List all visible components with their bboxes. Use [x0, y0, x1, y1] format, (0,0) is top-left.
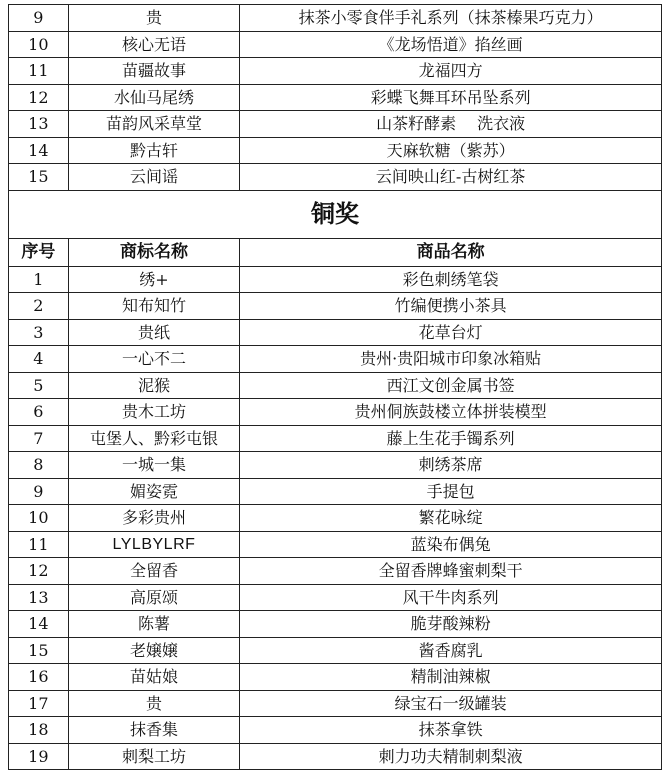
brand-name: 苗疆故事 — [68, 58, 240, 85]
row-number: 12 — [9, 558, 69, 585]
row-number: 15 — [9, 164, 69, 191]
brand-name: 苗姑娘 — [68, 664, 240, 691]
table-row — [9, 5, 662, 32]
table-row — [9, 293, 662, 320]
product-name: 竹编便携小茶具 — [240, 293, 662, 320]
product-name: 藤上生花手镯系列 — [240, 425, 662, 452]
product-name: 刺力功夫精制刺梨液 — [240, 743, 662, 770]
brand-name: 泥猴 — [68, 372, 240, 399]
product-name: 贵州侗族鼓楼立体拼装模型 — [240, 399, 662, 426]
brand-name: 贵 — [68, 690, 240, 717]
product-name: 手提包 — [240, 478, 662, 505]
product-name: 风干牛肉系列 — [240, 584, 662, 611]
table-row — [9, 531, 662, 558]
row-number: 9 — [9, 478, 69, 505]
product-name: 全留香牌蜂蜜刺梨干 — [240, 558, 662, 585]
row-number: 18 — [9, 717, 69, 744]
row-number: 17 — [9, 690, 69, 717]
row-number: 2 — [9, 293, 69, 320]
table-row — [9, 690, 662, 717]
table-row — [9, 611, 662, 638]
row-number: 7 — [9, 425, 69, 452]
row-number: 10 — [9, 31, 69, 58]
table-row — [9, 637, 662, 664]
row-number: 15 — [9, 637, 69, 664]
brand-name: 媚姿霓 — [68, 478, 240, 505]
product-name: 龙福四方 — [240, 58, 662, 85]
product-name: 刺绣茶席 — [240, 452, 662, 479]
table-row — [9, 399, 662, 426]
product-name: 天麻软糖（紫苏） — [240, 137, 662, 164]
upper-award-rows — [9, 5, 662, 191]
product-name: 彩色刺绣笔袋 — [240, 266, 662, 293]
table-row — [9, 84, 662, 111]
table-row — [9, 664, 662, 691]
product-name: 抹茶拿铁 — [240, 717, 662, 744]
row-number: 14 — [9, 137, 69, 164]
table-row — [9, 58, 662, 85]
row-number: 19 — [9, 743, 69, 770]
row-number: 13 — [9, 111, 69, 138]
brand-name: LYLBYLRF — [68, 531, 240, 558]
brand-name: 陈薯 — [68, 611, 240, 638]
header-no: 序号 — [9, 238, 69, 266]
header-product: 商品名称 — [240, 238, 662, 266]
brand-name: 水仙马尾绣 — [68, 84, 240, 111]
table-row — [9, 743, 662, 770]
brand-name: 高原颂 — [68, 584, 240, 611]
brand-name: 知布知竹 — [68, 293, 240, 320]
product-name: 贵州·贵阳城市印象冰箱贴 — [240, 346, 662, 373]
row-number: 11 — [9, 531, 69, 558]
product-name: 西江文创金属书签 — [240, 372, 662, 399]
brand-name: 刺梨工坊 — [68, 743, 240, 770]
brand-name: 老嬢嬢 — [68, 637, 240, 664]
brand-name: 黔古轩 — [68, 137, 240, 164]
brand-name: 苗韵风采草堂 — [68, 111, 240, 138]
brand-name: 核心无语 — [68, 31, 240, 58]
awards-table — [8, 4, 662, 770]
header-brand: 商标名称 — [68, 238, 240, 266]
row-number: 11 — [9, 58, 69, 85]
brand-name: 绣+ — [68, 266, 240, 293]
brand-name: 全留香 — [68, 558, 240, 585]
product-name: 酱香腐乳 — [240, 637, 662, 664]
brand-name: 抹香集 — [68, 717, 240, 744]
brand-name: 一心不二 — [68, 346, 240, 373]
product-name: 山茶籽酵素 洗衣液 — [240, 111, 662, 138]
row-number: 16 — [9, 664, 69, 691]
table-row — [9, 717, 662, 744]
product-name: 云间映山红-古树红茶 — [240, 164, 662, 191]
row-number: 6 — [9, 399, 69, 426]
table-row — [9, 478, 662, 505]
table-row — [9, 584, 662, 611]
row-number: 13 — [9, 584, 69, 611]
bronze-award-rows — [9, 266, 662, 770]
row-number: 14 — [9, 611, 69, 638]
brand-name: 贵 — [68, 5, 240, 32]
section-title: 铜奖 — [9, 190, 662, 238]
row-number: 10 — [9, 505, 69, 532]
table-row — [9, 425, 662, 452]
row-number: 3 — [9, 319, 69, 346]
table-row — [9, 372, 662, 399]
product-name: 抹茶小零食伴手礼系列（抹茶榛果巧克力） — [240, 5, 662, 32]
row-number: 5 — [9, 372, 69, 399]
table-row — [9, 137, 662, 164]
header-row — [9, 238, 662, 266]
product-name: 彩蝶飞舞耳环吊坠系列 — [240, 84, 662, 111]
row-number: 4 — [9, 346, 69, 373]
product-name: 精制油辣椒 — [240, 664, 662, 691]
table-row — [9, 111, 662, 138]
brand-name: 贵纸 — [68, 319, 240, 346]
product-name: 绿宝石一级罐装 — [240, 690, 662, 717]
table-row — [9, 505, 662, 532]
brand-name: 云间谣 — [68, 164, 240, 191]
table-row — [9, 319, 662, 346]
product-name: 《龙场悟道》掐丝画 — [240, 31, 662, 58]
brand-name: 一城一集 — [68, 452, 240, 479]
table-row — [9, 558, 662, 585]
section-title-row — [9, 190, 662, 238]
product-name: 脆芽酸辣粉 — [240, 611, 662, 638]
brand-name: 多彩贵州 — [68, 505, 240, 532]
brand-name: 屯堡人、黔彩屯银 — [68, 425, 240, 452]
product-name: 蓝染布偶兔 — [240, 531, 662, 558]
row-number: 8 — [9, 452, 69, 479]
table-row — [9, 31, 662, 58]
row-number: 12 — [9, 84, 69, 111]
table-row — [9, 266, 662, 293]
table-row — [9, 452, 662, 479]
product-name: 花草台灯 — [240, 319, 662, 346]
bronze-section — [9, 190, 662, 266]
row-number: 1 — [9, 266, 69, 293]
brand-name: 贵木工坊 — [68, 399, 240, 426]
row-number: 9 — [9, 5, 69, 32]
table-row — [9, 346, 662, 373]
table-row — [9, 164, 662, 191]
product-name: 繁花咏绽 — [240, 505, 662, 532]
